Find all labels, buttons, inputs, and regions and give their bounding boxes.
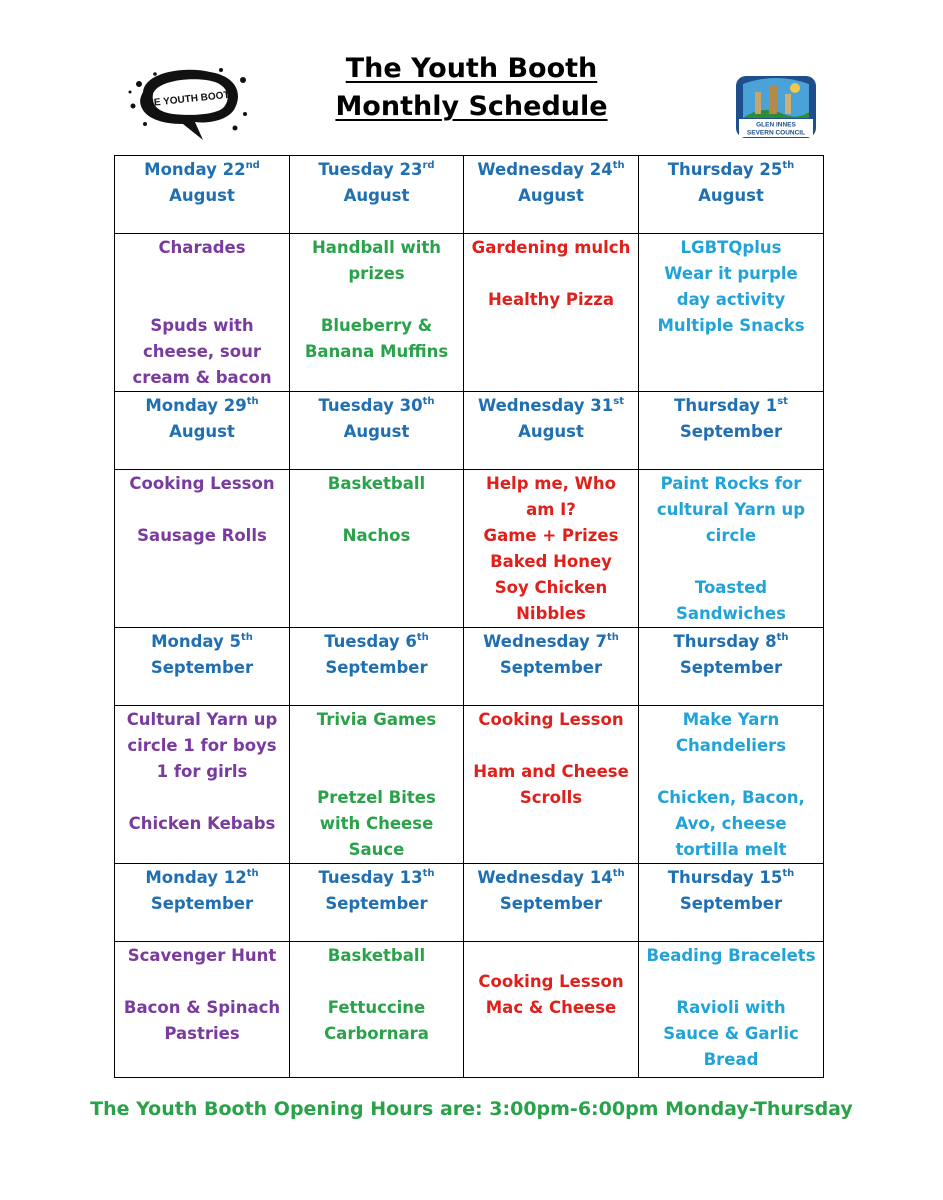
line-gap <box>294 759 459 785</box>
date-day <box>119 393 285 419</box>
activity-cell <box>290 470 464 628</box>
activity-cell <box>464 234 639 392</box>
line-gap <box>119 287 285 313</box>
date-month: August <box>518 186 584 205</box>
activity-line: Bread <box>703 1050 759 1069</box>
date-ordinal: th <box>776 632 789 643</box>
activity-cell <box>639 470 824 628</box>
date-day <box>294 157 459 183</box>
date-month: August <box>518 422 584 441</box>
date-ordinal: th <box>422 868 435 879</box>
activity-row <box>115 706 824 864</box>
line-gap <box>119 261 285 287</box>
activity-line: Chicken Kebabs <box>128 814 276 833</box>
date-month: September <box>499 894 603 913</box>
activity-cell <box>464 942 639 1078</box>
date-month: September <box>325 894 428 913</box>
glen-innes-council-logo <box>733 74 819 140</box>
date-cell <box>115 628 290 706</box>
activity-line: Bacon & Spinach <box>123 998 281 1017</box>
activity-line: Fettuccine <box>327 998 426 1017</box>
activity-line: Nachos <box>342 526 411 545</box>
activity-line: cream & bacon <box>132 368 272 387</box>
activity-line: LGBTQplus <box>680 238 782 257</box>
activity-cell <box>290 234 464 392</box>
date-month: September <box>150 894 254 913</box>
line-gap <box>119 969 285 995</box>
activity-line: Multiple Snacks <box>657 316 805 335</box>
activity-line: Ham and Cheese <box>473 762 629 781</box>
date-ordinal: nd <box>245 160 260 171</box>
date-day-text: Thursday 25 <box>667 160 783 179</box>
line-gap <box>468 261 634 287</box>
date-ordinal: th <box>606 632 619 643</box>
date-ordinal: th <box>612 160 625 171</box>
activity-cell <box>639 706 824 864</box>
activity-cell <box>639 942 824 1078</box>
activity-line: Healthy Pizza <box>487 290 614 309</box>
line-gap <box>468 943 634 969</box>
youth-booth-logo-text: THE YOUTH BOOTH <box>140 89 238 111</box>
date-day <box>643 629 819 655</box>
date-month: September <box>679 894 783 913</box>
date-day <box>294 393 459 419</box>
activity-line: Chicken, Bacon, <box>657 788 805 807</box>
activity-line: Gardening mulch <box>471 238 631 257</box>
date-ordinal: rd <box>422 160 435 171</box>
date-ordinal: th <box>782 868 795 879</box>
date-ordinal: st <box>777 396 788 407</box>
date-day <box>119 157 285 183</box>
line-gap <box>294 497 459 523</box>
activity-line: Trivia Games <box>316 710 437 729</box>
date-cell <box>464 156 639 234</box>
activity-line: tortilla melt <box>675 840 787 859</box>
activity-line: circle 1 for boys <box>127 736 277 755</box>
activity-line: Blueberry & <box>320 316 433 335</box>
date-day-text: Tuesday 23 <box>318 160 423 179</box>
date-day <box>643 393 819 419</box>
date-day <box>643 157 819 183</box>
line-gap <box>119 785 285 811</box>
date-day <box>468 865 634 891</box>
date-day-text: Monday 12 <box>145 868 247 887</box>
date-ordinal: th <box>246 396 259 407</box>
date-day-text: Wednesday 7 <box>483 632 607 651</box>
council-logo-text-2: SEVERN COUNCIL <box>746 129 806 137</box>
youth-booth-logo <box>125 62 250 142</box>
date-cell <box>464 392 639 470</box>
title-line-1: The Youth Booth <box>345 53 598 84</box>
date-day <box>468 629 634 655</box>
date-cell <box>290 864 464 942</box>
activity-cell <box>115 470 290 628</box>
activity-line: Sausage Rolls <box>137 526 267 545</box>
date-month: August <box>343 422 410 441</box>
activity-line: Toasted <box>694 578 768 597</box>
date-day <box>119 865 285 891</box>
date-day-text: Monday 29 <box>145 396 247 415</box>
activity-cell <box>290 942 464 1078</box>
activity-cell <box>464 470 639 628</box>
title-line-2: Monthly Schedule <box>335 91 608 122</box>
date-day-text: Monday 5 <box>151 632 241 651</box>
activity-line: Spuds with <box>150 316 254 335</box>
activity-line: am I? <box>526 500 576 519</box>
line-gap <box>643 969 819 995</box>
date-day <box>119 629 285 655</box>
line-gap <box>643 549 819 575</box>
activity-line: Scavenger Hunt <box>127 946 277 965</box>
activity-line: Cooking Lesson <box>478 710 624 729</box>
date-cell <box>115 392 290 470</box>
activity-line: Cooking Lesson <box>129 474 275 493</box>
date-day-text: Monday 22 <box>144 160 246 179</box>
activity-row <box>115 942 824 1078</box>
date-day-text: Thursday 15 <box>667 868 783 887</box>
date-day-text: Wednesday 24 <box>477 160 613 179</box>
activity-line: prizes <box>348 264 405 283</box>
date-cell <box>464 864 639 942</box>
activity-line: Help me, Who <box>486 474 616 493</box>
activity-line: Carbornara <box>324 1024 429 1043</box>
activity-line: Cultural Yarn up <box>126 710 278 729</box>
activity-cell <box>115 234 290 392</box>
date-day-text: Tuesday 13 <box>318 868 423 887</box>
date-month: September <box>325 658 428 677</box>
date-day-text: Wednesday 14 <box>477 868 613 887</box>
date-month: August <box>169 422 235 441</box>
council-logo-text-1: GLEN INNES <box>756 121 796 129</box>
activity-line: Beading Bracelets <box>646 946 816 965</box>
activity-line: Nibbles <box>516 604 586 623</box>
activity-cell <box>115 706 290 864</box>
activity-line: Basketball <box>327 946 426 965</box>
activity-line: cheese, sour <box>143 342 261 361</box>
activity-cell <box>290 706 464 864</box>
date-cell <box>290 628 464 706</box>
date-row <box>115 864 824 942</box>
line-gap <box>119 497 285 523</box>
date-month: August <box>169 186 235 205</box>
activity-line: 1 for girls <box>156 762 248 781</box>
date-row <box>115 156 824 234</box>
date-month: September <box>679 658 783 677</box>
date-cell <box>115 156 290 234</box>
activity-line: Banana Muffins <box>304 342 449 361</box>
date-day <box>643 865 819 891</box>
activity-line: Pastries <box>164 1024 240 1043</box>
activity-cell <box>639 234 824 392</box>
date-cell <box>464 628 639 706</box>
activity-line: Chandeliers <box>675 736 787 755</box>
activity-line: circle <box>705 526 757 545</box>
date-row <box>115 628 824 706</box>
date-day <box>294 865 459 891</box>
date-ordinal: th <box>612 868 625 879</box>
date-cell <box>115 864 290 942</box>
activity-line: Make Yarn <box>682 710 780 729</box>
activity-row <box>115 234 824 392</box>
activity-line: Sauce <box>348 840 405 859</box>
date-day-text: Tuesday 6 <box>324 632 417 651</box>
date-ordinal: th <box>416 632 429 643</box>
date-cell <box>639 392 824 470</box>
date-month: September <box>499 658 603 677</box>
date-ordinal: th <box>422 396 435 407</box>
activity-line: Baked Honey <box>490 552 612 571</box>
activity-line: Basketball <box>327 474 426 493</box>
date-month: August <box>343 186 410 205</box>
activity-line: Game + Prizes <box>483 526 619 545</box>
activity-line: Mac & Cheese <box>485 998 617 1017</box>
schedule-table <box>114 155 824 1078</box>
date-ordinal: th <box>246 868 259 879</box>
activity-line: Avo, cheese <box>675 814 787 833</box>
date-day-text: Thursday 8 <box>673 632 777 651</box>
activity-line: Scrolls <box>519 788 583 807</box>
activity-line: Paint Rocks for <box>660 474 802 493</box>
date-cell <box>639 156 824 234</box>
date-month: August <box>698 186 764 205</box>
date-day-text: Thursday 1 <box>674 396 778 415</box>
activity-cell <box>464 706 639 864</box>
page-title <box>240 50 703 126</box>
activity-line: Pretzel Bites <box>317 788 436 807</box>
activity-row <box>115 470 824 628</box>
date-cell <box>639 864 824 942</box>
line-gap <box>294 969 459 995</box>
activity-line: Sauce & Garlic <box>663 1024 799 1043</box>
date-ordinal: th <box>782 160 795 171</box>
date-day-text: Wednesday 31 <box>477 396 614 415</box>
activity-line: Soy Chicken <box>494 578 608 597</box>
activity-line: Ravioli with <box>676 998 786 1017</box>
opening-hours: The Youth Booth Opening Hours are: 3:00pm-6:00pm Monday-Thursday <box>90 1098 853 1120</box>
date-cell <box>639 628 824 706</box>
activity-line: Wear it purple <box>664 264 798 283</box>
line-gap <box>643 759 819 785</box>
activity-cell <box>115 942 290 1078</box>
line-gap <box>294 733 459 759</box>
date-month: September <box>150 658 254 677</box>
activity-line: with Cheese <box>319 814 434 833</box>
date-ordinal: th <box>241 632 253 643</box>
date-day <box>468 393 634 419</box>
activity-line: day activity <box>676 290 786 309</box>
line-gap <box>468 733 634 759</box>
date-month: September <box>679 422 783 441</box>
date-ordinal: st <box>613 396 624 407</box>
activity-line: Handball with <box>311 238 442 257</box>
activity-line: Charades <box>158 238 246 257</box>
date-cell <box>290 156 464 234</box>
date-row <box>115 392 824 470</box>
activity-line: Cooking Lesson <box>478 972 624 991</box>
activity-line: cultural Yarn up <box>656 500 806 519</box>
date-day-text: Tuesday 30 <box>318 396 423 415</box>
activity-line: Sandwiches <box>675 604 786 623</box>
date-day <box>294 629 459 655</box>
date-cell <box>290 392 464 470</box>
line-gap <box>294 287 459 313</box>
date-day <box>468 157 634 183</box>
